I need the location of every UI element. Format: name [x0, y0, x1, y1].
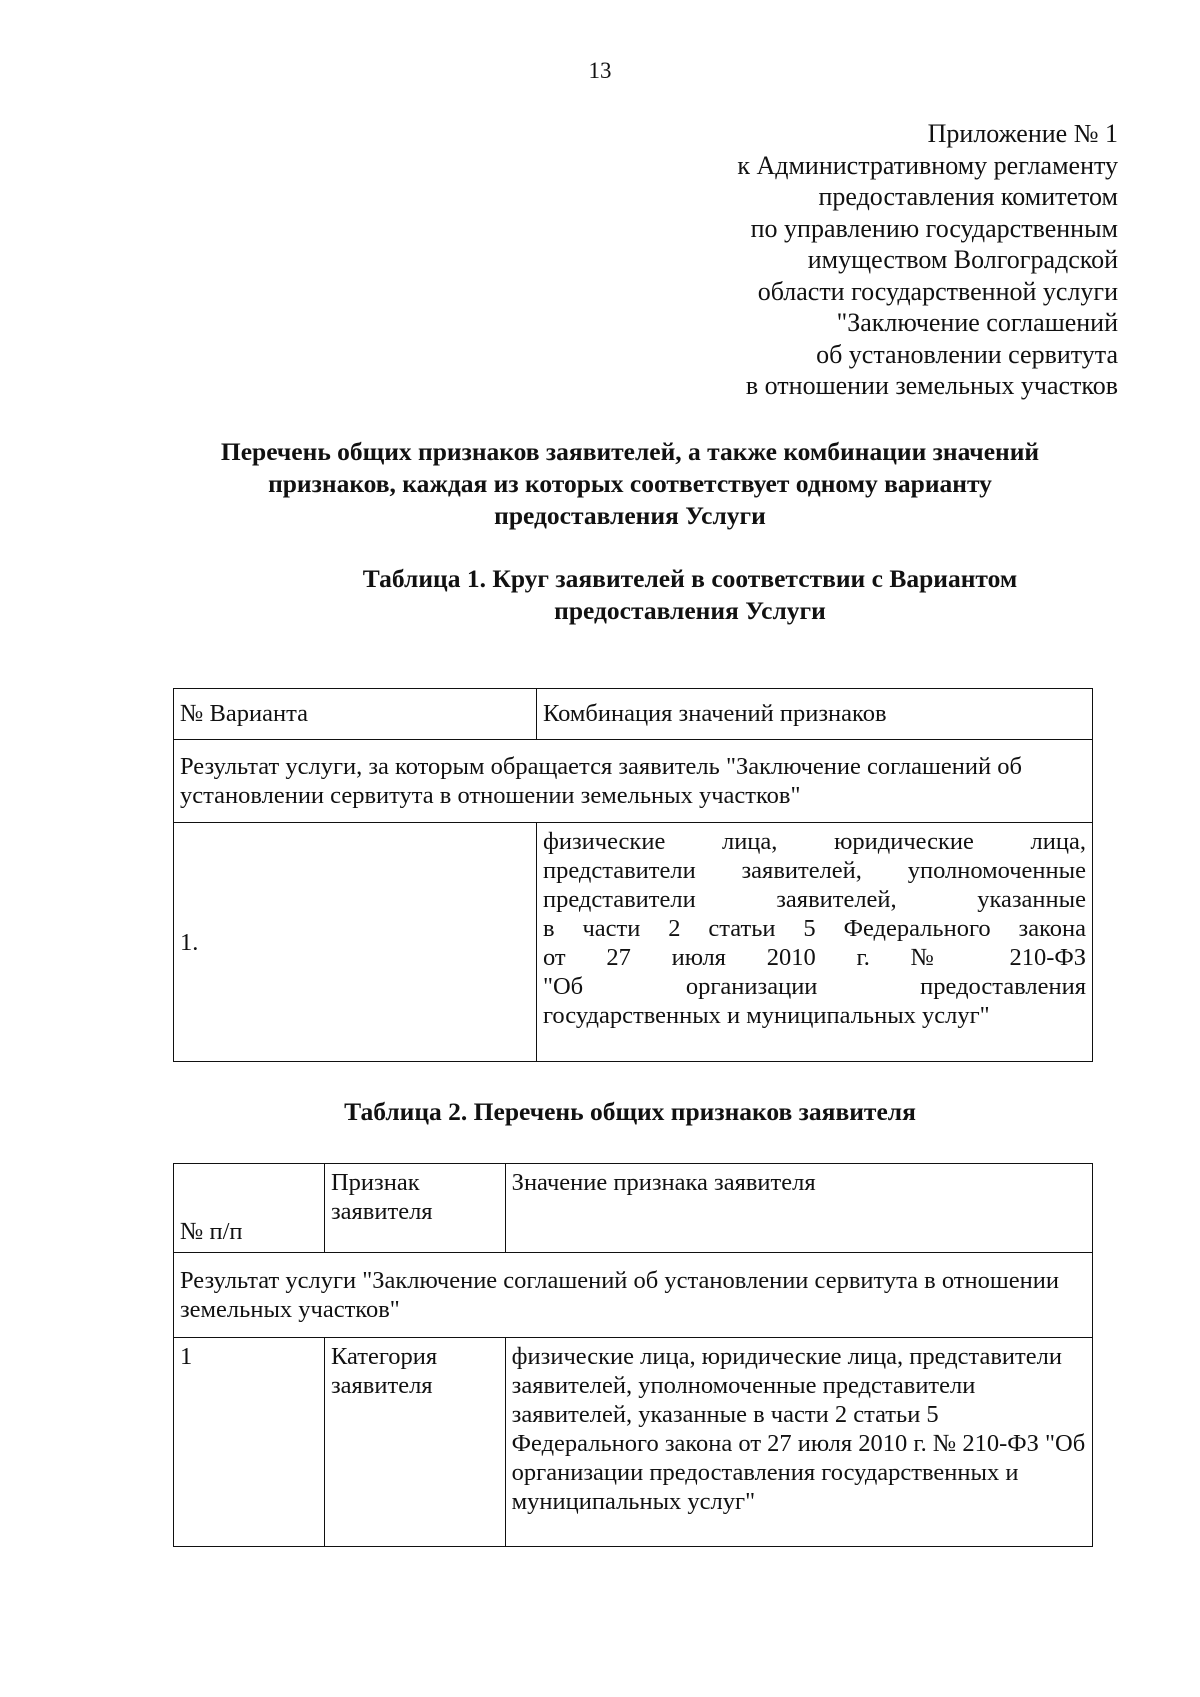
table1-value-line: "Об организации предоставления [542, 973, 1086, 1000]
table1-value-line: в части 2 статьи 5 Федерального закона [542, 915, 1086, 942]
table1-value-line: государственных и муниципальных услуг" [542, 1002, 990, 1029]
table1-result-row [174, 740, 1093, 823]
table1-value-line: физические лица, юридические лица, [542, 828, 1086, 855]
table1-title-line: Таблица 1. Круг заявителей в соответствии с Вариантом [362, 564, 1018, 593]
table1-combination-value [536, 823, 1092, 1062]
table1-result-cell: Результат услуги, за которым обращается заявитель "Заключение соглашений об установлении сервитута в отношении земельных участков" [174, 740, 1093, 823]
appendix-line: предоставления комитетом [818, 182, 1118, 211]
appendix-line: по управлению государственным [750, 213, 1118, 243]
table2-header-number: № п/п [174, 1164, 325, 1253]
table1-applicant-variants [173, 688, 1093, 1062]
table2-title: Таблица 2. Перечень общих признаков заявителя [344, 1097, 916, 1126]
table1-header-variant: № Варианта [174, 689, 537, 740]
appendix-line: в отношении земельных участков [745, 371, 1118, 400]
appendix-line: "Заключение соглашений [836, 308, 1118, 337]
appendix-line: имуществом Волгоградской [807, 245, 1118, 274]
table2-applicant-attributes [173, 1163, 1093, 1547]
table1-header-combination: Комбинация значений признаков [536, 689, 1092, 740]
document-title-line: предоставления Услуги [494, 501, 766, 530]
appendix-line: об установлении сервитута [816, 339, 1118, 369]
table1-title [260, 563, 1120, 627]
table2-result-cell: Результат услуги "Заключение соглашений об установлении сервитута в отношении земельных участков" [174, 1253, 1093, 1338]
table1-value-line: от 27 июля 2010 г. № 210-ФЗ [542, 944, 1086, 971]
page-number: 13 [588, 58, 612, 83]
table1-header-row [174, 689, 1093, 740]
appendix-line: Приложение № 1 [927, 119, 1118, 148]
table2-header-value: Значение признака заявителя [505, 1164, 1092, 1253]
appendix-line: области государственной услуги [757, 276, 1118, 306]
document-title-line: Перечень общих признаков заявителей, а также комбинации значений [220, 437, 1040, 466]
table1-title-line: предоставления Услуги [554, 596, 826, 625]
table1-value-line: представители заявителей, уполномоченные [542, 857, 1086, 884]
table2-row-number: 1 [174, 1338, 325, 1547]
table-row [174, 1338, 1093, 1547]
table1-variant-number: 1. [174, 823, 537, 1062]
table1-value-line: представители заявителей, указанные [542, 886, 1086, 913]
table2-result-row [174, 1253, 1093, 1338]
table2-header-row [174, 1164, 1093, 1253]
table2-header-attribute: Признак заявителя [324, 1164, 505, 1253]
appendix-reference [558, 118, 1118, 402]
document-title [150, 436, 1110, 532]
table2-row-attribute: Категория заявителя [324, 1338, 505, 1547]
table-row [174, 823, 1093, 1062]
document-title-line: признаков, каждая из которых соответствует одному варианту [268, 469, 992, 498]
table2-row-value: физические лица, юридические лица, представители заявителей, уполномоченные представители заявителей, указанные в части 2 статьи 5 Федерального закона от 27 июля 2010 г. № 210-ФЗ "Об организации предоставления государственных и муниципальных услуг" [505, 1338, 1092, 1547]
appendix-line: к Административному регламенту [737, 150, 1118, 180]
